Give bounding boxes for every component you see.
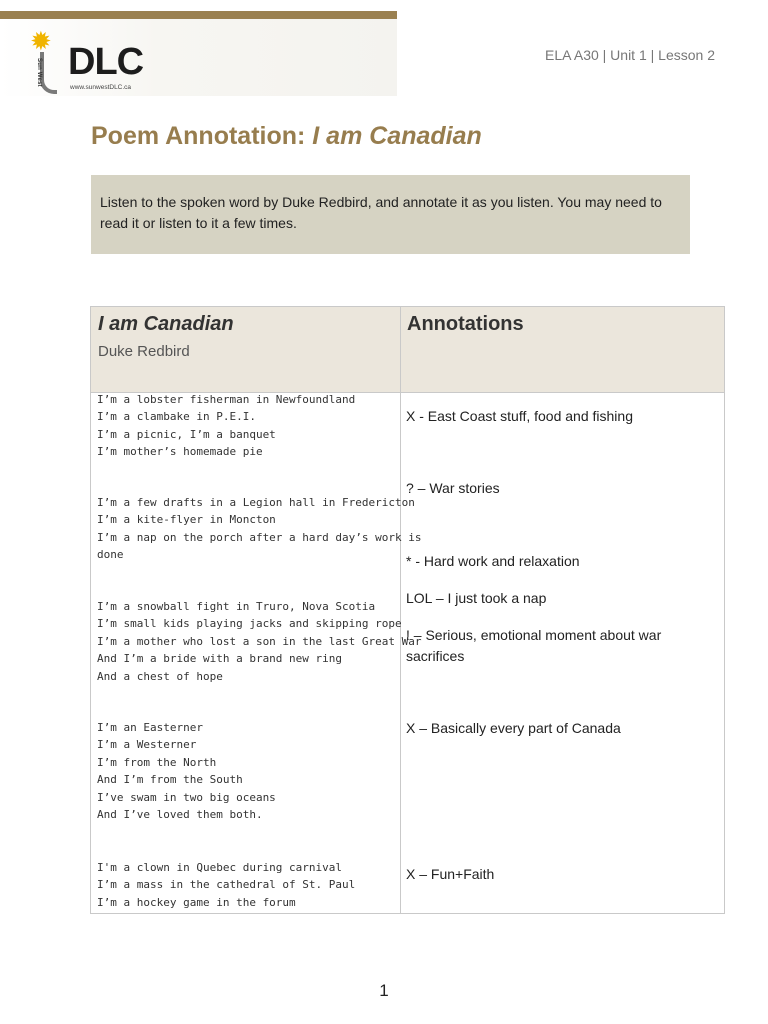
stanza xyxy=(97,859,355,911)
poem-line: I’m a clambake in P.E.I. xyxy=(97,410,256,424)
annotation-note: X – Basically every part of Canada xyxy=(406,720,621,736)
annotation-note: LOL – I just took a nap xyxy=(406,590,547,606)
header-accent-rule xyxy=(0,11,397,19)
title-prefix: Poem Annotation: xyxy=(91,122,313,150)
poem-line: I’m a kite-flyer in Moncton xyxy=(97,513,276,527)
stanza xyxy=(97,391,355,461)
poem-line: And I’ve loved them both. xyxy=(97,807,263,821)
logo-url: www.sunwestDLC.ca xyxy=(70,84,132,91)
poem-line: And a chest of hope xyxy=(97,669,223,683)
poem-line: And I’m from the South xyxy=(97,773,243,787)
poem-line: I’m a few drafts in a Legion hall in Fredericton xyxy=(97,496,415,509)
title-emphasis: I am Canadian xyxy=(312,122,482,150)
annotation-note: ? – War stories xyxy=(406,480,500,496)
annotation-note: ! – Serious, emotional moment about war sacrifices xyxy=(406,627,662,664)
course-breadcrumb: ELA A30 | Unit 1 | Lesson 2 xyxy=(545,47,715,63)
poem-line: I’m a lobster fisherman in Newfoundland xyxy=(97,393,356,406)
poem-line: done xyxy=(97,548,124,562)
table-header-row xyxy=(91,307,725,393)
table-body-row xyxy=(91,393,725,914)
poem-line: I’m a nap on the porch after a hard day’s work is xyxy=(97,530,422,544)
poem-line: I’ve swam in two big oceans xyxy=(97,790,276,804)
poem-line: I’m a mass in the cathedral of St. Paul xyxy=(97,878,356,892)
sun-icon: ✹ xyxy=(30,26,52,56)
annotation-note: * - Hard work and relaxation xyxy=(406,553,580,569)
annotation-note: X - East Coast stuff, food and fishing xyxy=(406,408,633,424)
page-title xyxy=(91,122,482,151)
poem-header-cell xyxy=(91,307,401,393)
poem-line: I’m mother’s homemade pie xyxy=(97,445,263,459)
poem-line: I’m a hockey game in the forum xyxy=(97,895,296,909)
annotations-cell xyxy=(401,393,725,914)
page-number: 1 xyxy=(379,981,389,1000)
annotation-note: X – Fun+Faith xyxy=(406,866,495,882)
stanza xyxy=(97,719,276,823)
logo-bracket-shape xyxy=(40,52,57,94)
poem-line: I’m a picnic, I’m a banquet xyxy=(97,427,276,441)
instructions-box: Listen to the spoken word by Duke Redbird, and annotate it as you listen. You may need to read it or listen to it a few times. xyxy=(91,175,690,254)
poem-title: I am Canadian xyxy=(98,313,234,335)
annotation-table xyxy=(90,306,725,914)
poem-text-cell xyxy=(91,393,422,914)
stanza xyxy=(97,494,422,564)
poem-line: I'm a clown in Quebec during carnival xyxy=(97,861,343,874)
poem-line: I’m a Westerner xyxy=(97,738,197,752)
poem-line: I’m an Easterner xyxy=(97,721,203,734)
annotations-heading: Annotations xyxy=(407,313,524,335)
poem-line: And I’m a bride with a brand new ring xyxy=(97,652,343,666)
dlc-logo xyxy=(28,28,148,98)
logo-sub-text: Sun West xyxy=(36,58,42,87)
annotations-header-cell xyxy=(401,307,725,393)
poem-line: I’m from the North xyxy=(97,755,217,769)
stanza xyxy=(97,598,422,685)
logo-text: DLC xyxy=(68,41,144,83)
poem-line: I’m a mother who lost a son in the last Great War xyxy=(97,634,422,648)
poem-author: Duke Redbird xyxy=(98,343,190,360)
poem-line: I’m small kids playing jacks and skipping rope xyxy=(97,617,402,631)
poem-line: I’m a snowball fight in Truro, Nova Scotia xyxy=(97,600,376,613)
